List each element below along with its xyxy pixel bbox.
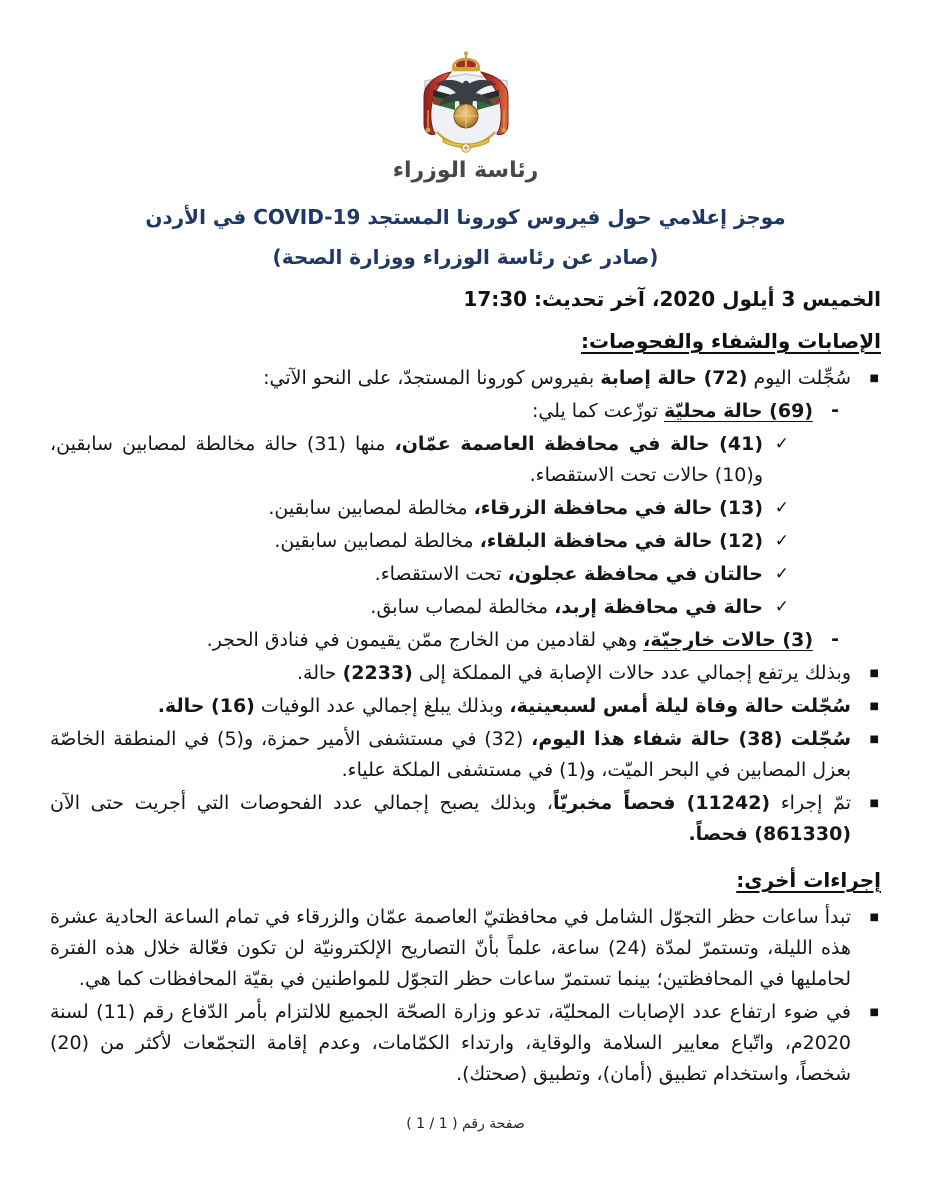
list-item-text: سُجّلت (38) حالة شفاء هذا اليوم، (32) في مستشفى الأمير حمزة، و(5) في المنطقة الخاصّة بعزل المصابين في البحر الميّت، و(1) في مستشفى الملكة علياء. bbox=[50, 728, 852, 781]
square-bullet-icon: ■ bbox=[869, 798, 879, 809]
list-item bbox=[50, 396, 881, 427]
list-item bbox=[50, 788, 881, 850]
list-item bbox=[50, 429, 881, 491]
check-icon: ✓ bbox=[774, 498, 789, 518]
section-heading-other: إجراءات أخرى: bbox=[736, 868, 881, 892]
dash-bullet-icon: - bbox=[831, 399, 839, 421]
list-item bbox=[50, 526, 881, 557]
list-item-text: (13) حالة في محافظة الزرقاء، مخالطة لمصابين سابقين. bbox=[268, 497, 763, 519]
date-line: الخميس 3 أيلول 2020، آخر تحديث: 17:30 bbox=[463, 287, 881, 311]
square-bullet-icon: ■ bbox=[869, 734, 879, 745]
list-item bbox=[50, 592, 881, 623]
check-icon: ✓ bbox=[774, 434, 789, 454]
list-item-text: حالتان في محافظة عجلون، تحت الاستقصاء. bbox=[374, 563, 763, 585]
square-bullet-icon: ■ bbox=[869, 1007, 879, 1018]
square-bullet-icon: ■ bbox=[869, 373, 879, 384]
page-number: صفحة رقم ( 1 / 1 ) bbox=[406, 1116, 525, 1132]
document-subtitle: (صادر عن رئاسة الوزراء ووزارة الصحة) bbox=[272, 245, 659, 269]
list-item-text: سُجِّلت اليوم (72) حالة إصابة بفيروس كورونا المستجدّ، على النحو الآتي: bbox=[263, 367, 851, 389]
list-item-text: (3) حالات خارجيّة، وهي لقادمين من الخارج ممّن يقيمون في فنادق الحجر. bbox=[206, 629, 813, 651]
other-measures-list bbox=[50, 902, 881, 1090]
list-item-text: وبذلك يرتفع إجمالي عدد حالات الإصابة في المملكة إلى (2233) حالة. bbox=[296, 662, 851, 684]
section-other-measures bbox=[50, 868, 881, 1090]
check-icon: ✓ bbox=[774, 531, 789, 551]
list-item bbox=[50, 658, 881, 689]
square-bullet-icon: ■ bbox=[869, 701, 879, 712]
cases-list bbox=[50, 363, 881, 850]
list-item-text: (41) حالة في محافظة العاصمة عمّان، منها (31) حالة مخالطة لمصابين سابقين، و(10) حالات تحت الاستقصاء. bbox=[50, 433, 763, 486]
jordan-coat-of-arms-icon bbox=[391, 50, 541, 154]
list-item-text: (12) حالة في محافظة البلقاء، مخالطة لمصابين سابقين. bbox=[274, 530, 763, 552]
list-item bbox=[50, 902, 881, 995]
list-item-text: حالة في محافظة إربد، مخالطة لمصاب سابق. bbox=[370, 596, 763, 618]
list-item bbox=[50, 691, 881, 722]
check-icon: ✓ bbox=[774, 597, 789, 617]
section-cases bbox=[50, 329, 881, 850]
list-item-text: تبدأ ساعات حظر التجوّل الشامل في محافظتيّ العاصمة عمّان والزرقاء في تمام الساعة الحادية عشرة هذه الليلة، وتستمرّ لمدّة (24) ساعة، علماً بأنّ التصاريح الإلكترونيّة لن تكون فعّالة خلال هذه الفترة لحامليها في المحافظتين؛ بينما تستمرّ ساعات حظر التجوّل للمواطنين في بقيّة المحافظات كما هي. bbox=[50, 906, 851, 990]
list-item-text: في ضوء ارتفاع عدد الإصابات المحليّة، تدعو وزارة الصحّة الجميع للالتزام بأمر الدّفاع رقم (11) لسنة 2020م، واتّباع معايير السلامة والوقاية، وارتداء الكمّامات، وعدم إقامة التجمّعات لأكثر من (20) شخصاً، واستخدام تطبيق (أمان)، وتطبيق (صحتك). bbox=[50, 1001, 851, 1085]
list-item bbox=[50, 625, 881, 656]
list-item-text: سُجّلت حالة وفاة ليلة أمس لسبعينية، وبذلك يبلغ إجمالي عدد الوفيات (16) حالة. bbox=[157, 695, 851, 717]
dash-bullet-icon: - bbox=[831, 628, 839, 650]
list-item bbox=[50, 363, 881, 394]
list-item bbox=[50, 997, 881, 1090]
check-icon: ✓ bbox=[774, 564, 789, 584]
list-item-text: تمّ إجراء (11242) فحصاً مخبريّاً، وبذلك يصبح إجمالي عدد الفحوصات التي أجريت حتى الآن (861330) فحصاً. bbox=[50, 792, 851, 845]
document-title: موجز إعلامي حول فيروس كورونا المستجد COVID-19 في الأردن bbox=[145, 205, 786, 229]
logo bbox=[381, 50, 551, 183]
list-item-text: (69) حالة محليّة توزّعت كما يلي: bbox=[531, 400, 813, 422]
square-bullet-icon: ■ bbox=[869, 668, 879, 679]
square-bullet-icon: ■ bbox=[869, 912, 879, 923]
list-item bbox=[50, 724, 881, 786]
list-item bbox=[50, 559, 881, 590]
list-item bbox=[50, 493, 881, 524]
logo-caption: رئاسة الوزراء bbox=[392, 158, 539, 183]
section-heading-cases: الإصابات والشفاء والفحوصات: bbox=[581, 329, 881, 353]
